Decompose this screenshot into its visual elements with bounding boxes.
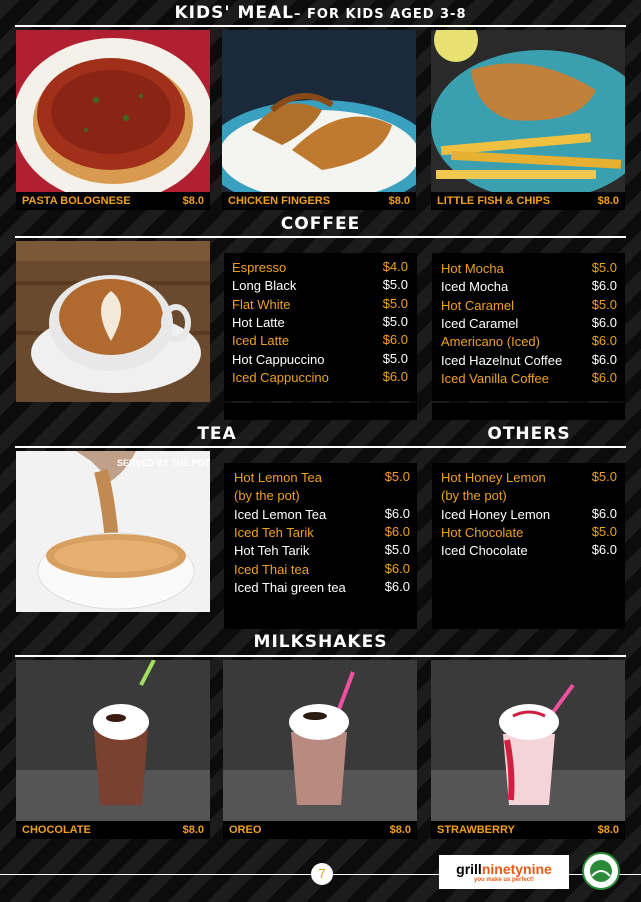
menu-item-name: Iced Caramel xyxy=(441,315,519,331)
item-name: STRAWBERRY xyxy=(437,824,515,836)
kids-item-2 xyxy=(222,192,416,210)
menu-item-name: Iced Mocha xyxy=(441,279,509,295)
kids-meal-subheading: – FOR KIDS AGED 3-8 xyxy=(294,7,467,22)
divider xyxy=(15,25,626,27)
menu-item-name: Hot Teh Tarik xyxy=(234,543,310,559)
kids-meal-heading: KIDS' MEAL xyxy=(174,3,294,23)
menu-item-name: Iced Vanilla Coffee xyxy=(441,370,549,386)
kids-item-3 xyxy=(431,192,625,210)
item-name: CHOCOLATE xyxy=(22,824,91,836)
item-name: CHICKEN FINGERS xyxy=(228,195,331,207)
coffee-column-1-footer xyxy=(224,403,417,420)
strawberry-milkshake-photo xyxy=(431,660,625,821)
fish-and-chips-photo xyxy=(431,30,625,192)
milkshake-item-2 xyxy=(223,821,417,839)
page-number: 7 xyxy=(311,863,333,885)
menu-item-price: $5.0 xyxy=(591,260,617,275)
logo-text-a: grill xyxy=(456,861,482,877)
menu-item-name: Iced Thai green tea xyxy=(234,579,346,595)
menu-item-price: $6.0 xyxy=(591,278,617,294)
pasta-bolognese-photo xyxy=(16,30,210,192)
milkshake-item-1 xyxy=(16,821,210,839)
menu-item-name: Hot Caramel xyxy=(441,297,514,313)
divider xyxy=(15,655,626,657)
menu-item-name: Hot Chocolate xyxy=(441,524,524,540)
menu-item-name: (by the pot) xyxy=(441,488,507,504)
halal-badge-icon xyxy=(582,852,620,890)
item-price: $8.0 xyxy=(182,195,204,207)
kids-item-1 xyxy=(16,192,210,210)
coffee-title: COFFEE xyxy=(280,214,361,234)
menu-item-name: Long Black xyxy=(232,278,297,294)
menu-item-price: $6.0 xyxy=(591,505,617,521)
grill-ninetynine-logo xyxy=(439,855,569,889)
menu-item-price: $6.0 xyxy=(384,523,410,539)
logo-tagline: you make us perfect! xyxy=(473,877,535,883)
menu-item-name: Iced Hazelnut Coffee xyxy=(441,352,563,368)
menu-item-name: (by the pot) xyxy=(234,488,300,504)
latte-art-photo xyxy=(16,241,210,402)
menu-item-name: Iced Lemon Tea xyxy=(234,506,327,522)
menu-item-price: $5.0 xyxy=(384,469,410,484)
menu-item-price: $5.0 xyxy=(384,542,410,558)
menu-item-name: Hot Honey Lemon xyxy=(441,470,546,485)
menu-item-price: $5.0 xyxy=(591,469,617,484)
item-price: $8.0 xyxy=(597,824,619,836)
menu-item-name: Hot Mocha xyxy=(441,261,504,276)
milkshakes-title: MILKSHAKES xyxy=(253,632,388,652)
item-name: OREO xyxy=(229,824,262,836)
oreo-milkshake-photo xyxy=(223,660,417,821)
menu-item-price: $6.0 xyxy=(591,369,617,385)
item-price: $8.0 xyxy=(389,824,411,836)
menu-item-name: Iced Honey Lemon xyxy=(441,506,551,522)
logo-text-b: ninetynine xyxy=(481,861,552,877)
menu-item-name: Iced Teh Tarik xyxy=(234,524,314,540)
menu-item-name: Hot Lemon Tea xyxy=(234,470,322,485)
menu-item-name: Flat White xyxy=(232,296,291,312)
menu-item-price: $6.0 xyxy=(591,351,617,367)
menu-item-price: $5.0 xyxy=(591,296,617,312)
others-title: OTHERS xyxy=(487,424,571,444)
menu-item-price: $6.0 xyxy=(382,368,408,384)
coffee-column-2-footer xyxy=(432,403,625,420)
item-price: $8.0 xyxy=(388,195,410,207)
menu-item-name: Iced Chocolate xyxy=(441,543,528,559)
divider xyxy=(15,446,626,448)
menu-item-price: $5.0 xyxy=(382,277,408,293)
menu-item-price: $6.0 xyxy=(384,578,410,594)
menu-item-price: $4.0 xyxy=(382,259,408,274)
menu-item-name: Americano (Iced) xyxy=(441,334,540,350)
menu-item-price: $6.0 xyxy=(591,333,617,349)
menu-item-price: $6.0 xyxy=(384,560,410,576)
menu-item-name: Iced Thai tea xyxy=(234,561,309,577)
teh-tarik-photo xyxy=(16,451,210,612)
menu-item-price: $5.0 xyxy=(382,313,408,329)
served-by-pot-note: SERVED BY THE POT xyxy=(117,458,211,468)
kids-meal-title xyxy=(0,3,641,23)
menu-item-price: $5.0 xyxy=(382,295,408,311)
tea-title: TEA xyxy=(197,424,237,444)
chocolate-milkshake-photo xyxy=(16,660,210,821)
chicken-fingers-photo xyxy=(222,30,416,192)
menu-item-name: Iced Latte xyxy=(232,333,290,349)
divider xyxy=(15,236,626,238)
menu-item-name: Hot Cappuccino xyxy=(232,351,325,367)
menu-item-name: Hot Latte xyxy=(232,314,285,330)
menu-item-price: $6.0 xyxy=(382,332,408,348)
item-name: LITTLE FISH & CHIPS xyxy=(437,195,551,207)
item-price: $8.0 xyxy=(597,195,619,207)
item-price: $8.0 xyxy=(182,824,204,836)
menu-item-name: Espresso xyxy=(232,260,287,275)
menu-item-price: $5.0 xyxy=(591,523,617,539)
menu-item-price: $6.0 xyxy=(591,542,617,558)
menu-item-price: $5.0 xyxy=(382,350,408,366)
menu-item-name: Iced Cappuccino xyxy=(232,369,329,385)
milkshake-item-3 xyxy=(431,821,625,839)
menu-item-price: $6.0 xyxy=(591,314,617,330)
item-name: PASTA BOLOGNESE xyxy=(22,195,131,207)
menu-item-price: $6.0 xyxy=(384,505,410,521)
